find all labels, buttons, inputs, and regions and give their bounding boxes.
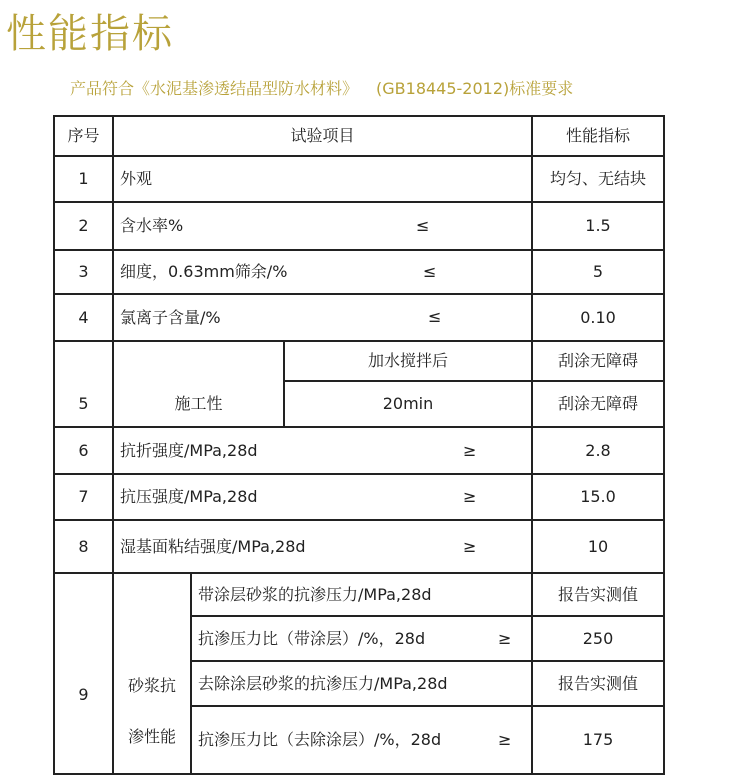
row-2-symbol: ≤ <box>416 216 430 235</box>
row-3-item: 细度，0.63mm筛余/% <box>120 262 288 281</box>
row-9-group-line2: 渗性能 <box>127 727 176 746</box>
row-8-symbol: ≥ <box>463 537 477 556</box>
row-7-no: 7 <box>78 487 89 506</box>
row-6-no: 6 <box>78 440 89 460</box>
row-9a-item: 带涂层砂浆的抗渗压力/MPa,28d <box>198 584 432 604</box>
row-1-spec: 均匀、无结块 <box>549 169 646 188</box>
row-6-item: 抗折强度/MPa,28d <box>120 440 258 460</box>
row-2-no: 2 <box>78 216 89 235</box>
subtitle <box>70 78 573 100</box>
row-5-sub1: 加水搅拌后 <box>367 351 448 370</box>
row-7-symbol: ≥ <box>463 487 477 506</box>
row-9d-item: 抗渗压力比（去除涂层）/%，28d <box>198 730 442 749</box>
page-title: 性能指标 <box>6 11 174 57</box>
row-5-group: 施工性 <box>174 394 223 413</box>
row-6-symbol: ≥ <box>463 441 477 460</box>
header-spec: 性能指标 <box>565 126 630 145</box>
row-3-no: 3 <box>78 262 89 281</box>
row-9c-spec: 报告实测值 <box>557 673 638 693</box>
row-1-item: 外观 <box>120 169 153 188</box>
row-3-spec: 5 <box>592 262 604 281</box>
row-9d-spec: 175 <box>582 730 614 749</box>
row-5-spec2: 刮涂无障碍 <box>557 394 638 413</box>
row-5-spec1: 刮涂无障碍 <box>557 351 638 370</box>
row-2-spec: 1.5 <box>585 216 611 235</box>
row-8-spec: 10 <box>587 536 609 556</box>
row-5-sub2: 20min <box>382 394 434 413</box>
row-9d-symbol: ≥ <box>498 730 512 749</box>
row-4-item: 氯离子含量/% <box>120 307 221 327</box>
row-9-group-line1: 砂浆抗 <box>127 676 176 695</box>
row-2-item: 含水率% <box>120 216 184 235</box>
row-4-no: 4 <box>78 307 89 327</box>
row-7-spec: 15.0 <box>580 487 616 506</box>
row-8-no: 8 <box>78 536 89 556</box>
row-3-symbol: ≤ <box>423 262 437 281</box>
row-9b-symbol: ≥ <box>498 629 512 648</box>
row-1-no: 1 <box>78 169 89 188</box>
row-9a-spec: 报告实测值 <box>557 584 638 604</box>
row-9c-item: 去除涂层砂浆的抗渗压力/MPa,28d <box>198 673 448 693</box>
row-9-no: 9 <box>78 685 89 704</box>
row-4-spec: 0.10 <box>580 307 616 327</box>
row-4-symbol: ≤ <box>428 307 442 326</box>
subtitle-text: 产品符合《水泥基渗透结晶型防水材料》 <box>70 79 359 98</box>
header-no: 序号 <box>67 126 100 145</box>
row-9b-item: 抗渗压力比（带涂层）/%，28d <box>198 628 426 648</box>
row-9b-spec: 250 <box>582 628 614 648</box>
row-6-spec: 2.8 <box>585 440 611 460</box>
subtitle-standard: (GB18445-2012)标准要求 <box>376 79 574 98</box>
row-5-no: 5 <box>78 394 89 413</box>
row-8-item: 湿基面粘结强度/MPa,28d <box>120 536 306 556</box>
row-7-item: 抗压强度/MPa,28d <box>120 487 258 506</box>
header-item: 试验项目 <box>290 126 355 145</box>
